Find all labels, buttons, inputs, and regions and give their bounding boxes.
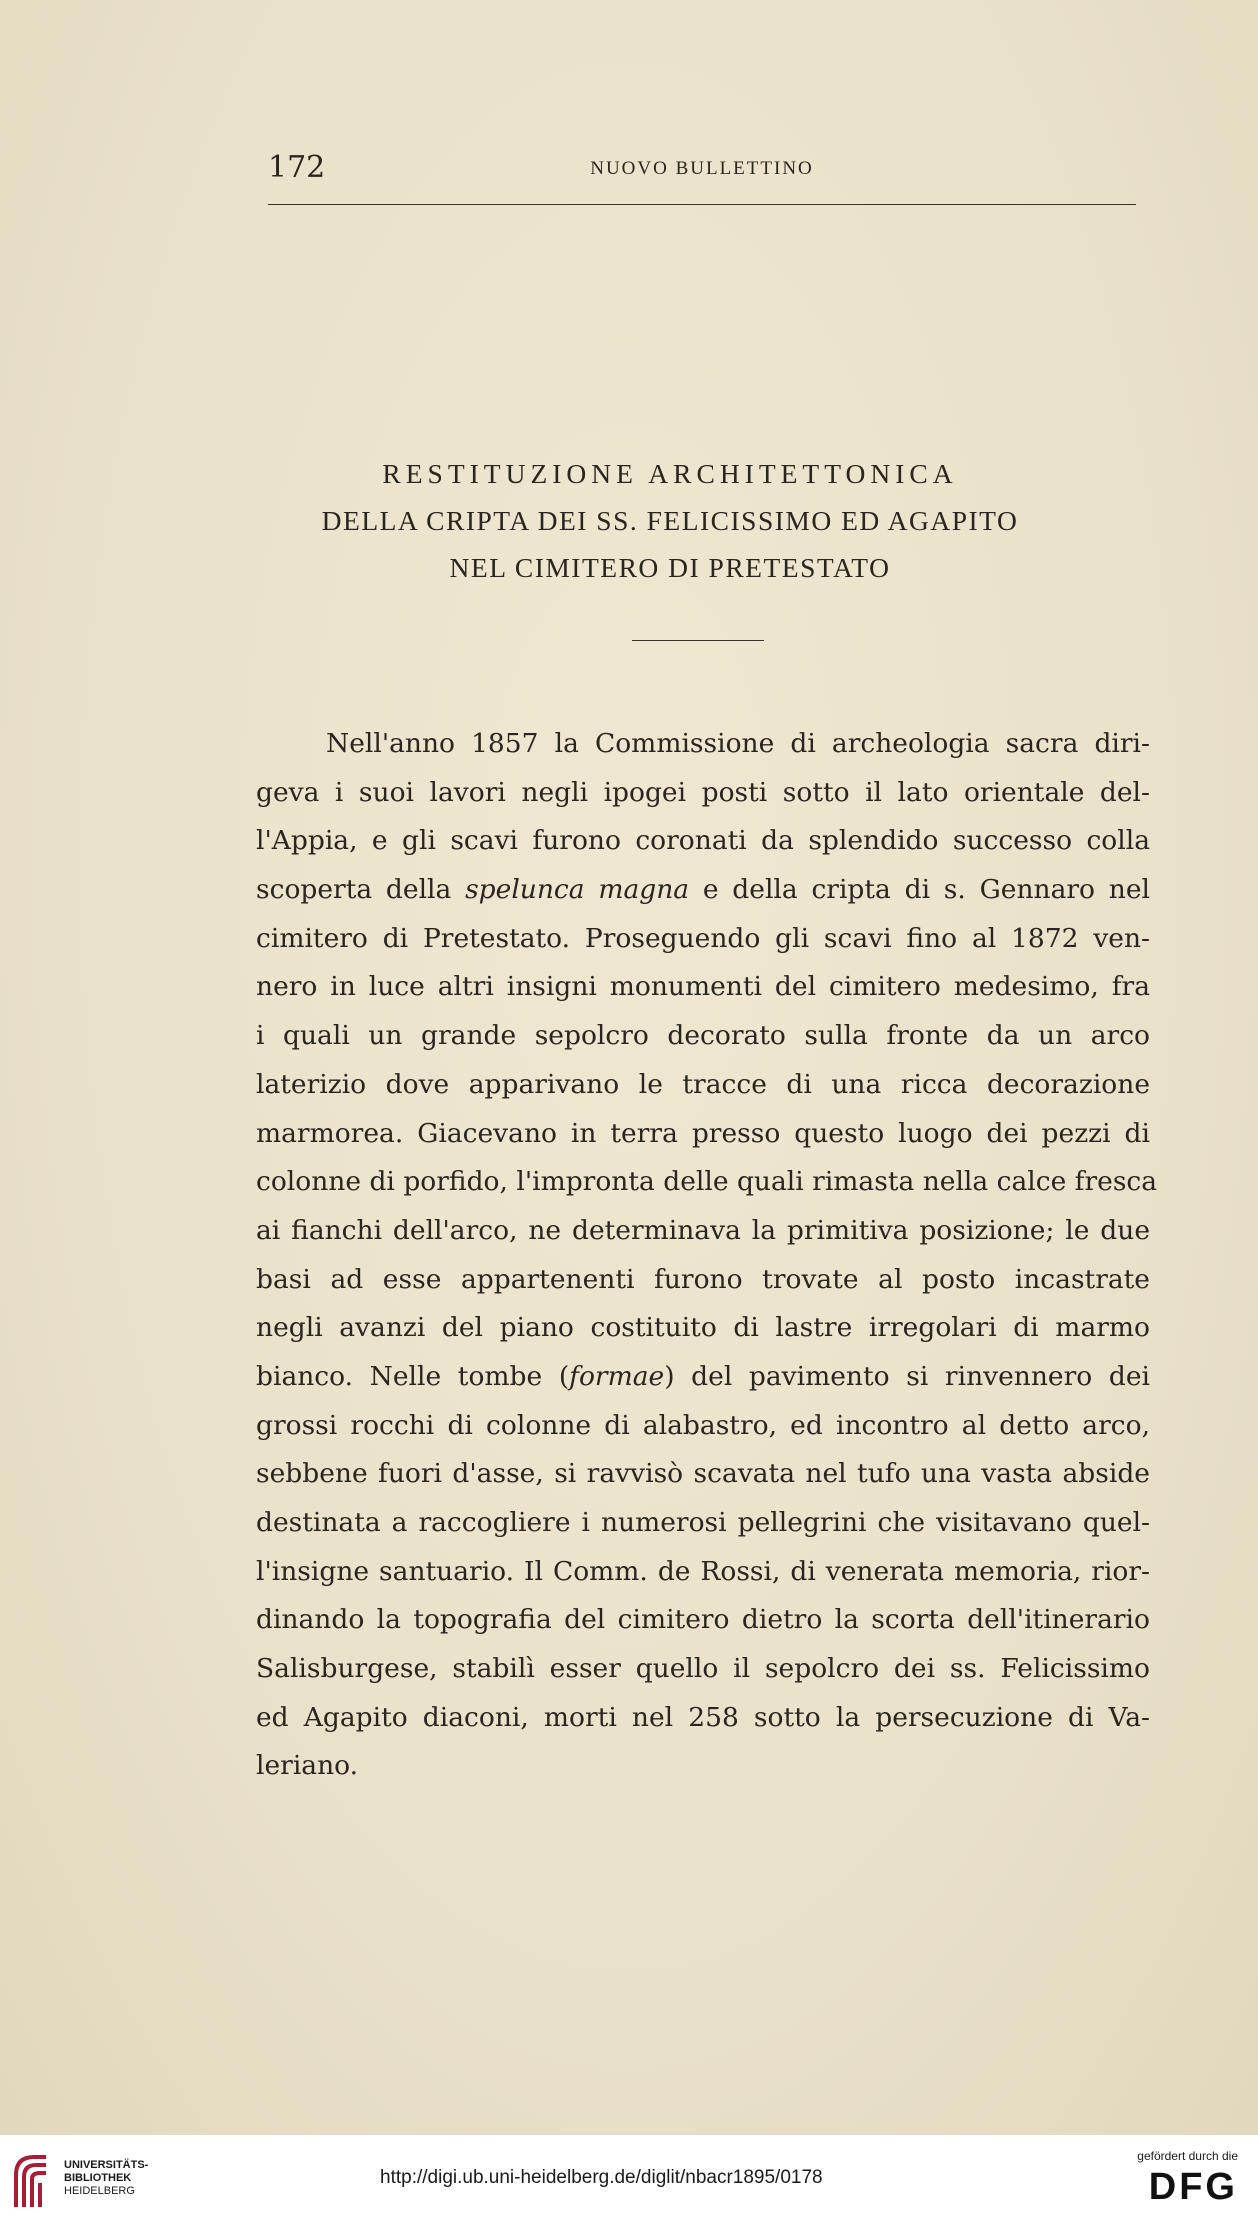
text-line: ed Agapito diaconi, morti nel 258 sotto la persecuzione di Va-	[256, 1701, 1150, 1733]
text-line: negli avanzi del piano costituito di lastre irregolari di marmo	[256, 1312, 1150, 1344]
text-line: dinando la topografia del cimitero dietro la scorta dell'itinerario	[256, 1604, 1150, 1636]
italic-term-spelunca-magna: spelunca magna	[465, 874, 690, 906]
body-paragraph	[256, 720, 1158, 1791]
text-line: i quali un grande sepolcro decorato sulla fronte da un arco	[256, 1020, 1150, 1052]
text-line: cimitero di Pretestato. Proseguendo gli scavi fino al 1872 ven-	[256, 922, 1150, 954]
library-name-line: UNIVERSITÄTS-	[64, 2159, 149, 2171]
library-logo-icon	[12, 2149, 52, 2213]
text-line: colonne di porfido, l'impronta delle quali rimasta nella calce fresca	[256, 1166, 1158, 1198]
text-segment: ) del pavimento si rinvennero dei	[664, 1360, 1150, 1392]
page-number: 172	[268, 150, 326, 185]
text-line: basi ad esse appartenenti furono trovate al posto incastrate	[256, 1263, 1150, 1295]
library-name-line: BIBLIOTHEK	[64, 2172, 132, 2184]
funding-logo[interactable]	[1108, 2149, 1238, 2219]
title-line-1: RESTITUZIONE ARCHITETTONICA	[382, 458, 958, 489]
text-line: leriano.	[256, 1750, 359, 1782]
text-line: laterizio dove apparivano le tracce di una ricca decorazione	[256, 1068, 1150, 1100]
text-segment: scoperta della	[256, 874, 466, 906]
text-line: grossi rocchi di colonne di alabastro, ed incontro al detto arco,	[256, 1409, 1150, 1441]
dfg-logo: DFG	[1148, 2166, 1238, 2208]
italic-term-formae: formae	[569, 1360, 665, 1392]
library-logo[interactable]	[12, 2149, 172, 2213]
library-name	[64, 2159, 148, 2198]
text-line: destinata a raccogliere i numerosi pellegrini che visitavano quel-	[256, 1507, 1150, 1538]
header-rule	[268, 204, 1136, 205]
article-title	[200, 450, 1140, 591]
text-line: l'insigne santuario. Il Comm. de Rossi, di venerata memoria, rior-	[256, 1555, 1150, 1587]
running-title: NUOVO BULLETTINO	[590, 158, 814, 179]
viewer-footer	[0, 2134, 1258, 2227]
text-segment: e della cripta di s. Gennaro nel	[689, 874, 1150, 906]
text-line: nero in luce altri insigni monumenti del cimitero medesimo, fra	[256, 971, 1150, 1003]
title-line-2: DELLA CRIPTA DEI SS. FELICISSIMO ED AGAPITO	[321, 505, 1019, 536]
text-line	[256, 1353, 1150, 1402]
text-segment: bianco. Nelle tombe (	[256, 1360, 570, 1392]
text-line: sebbene fuori d'asse, si ravvisò scavata nel tufo una vasta abside	[256, 1458, 1150, 1490]
library-name-line: HEIDELBERG	[64, 2185, 135, 2197]
text-line: ai fianchi dell'arco, ne determinava la primitiva posizione; le due	[256, 1214, 1150, 1246]
text-line: Salisburgese, stabilì esser quello il sepolcro dei ss. Felicissimo	[256, 1653, 1150, 1685]
text-line: marmorea. Giacevano in terra presso questo luogo dei pezzi di	[256, 1117, 1150, 1149]
text-line: Nell'anno 1857 la Commissione di archeologia sacra diri-	[326, 728, 1150, 759]
permalink-url[interactable]: http://digi.ub.uni-heidelberg.de/diglit/nbacr1895/0178	[380, 2167, 823, 2188]
text-line: geva i suoi lavori negli ipogei posti sotto il lato orientale del-	[256, 776, 1150, 808]
funding-caption: gefördert durch die	[1137, 2149, 1238, 2163]
text-line	[256, 866, 1150, 915]
title-separator-rule	[632, 640, 764, 641]
text-line: l'Appia, e gli scavi furono coronati da splendido successo colla	[256, 825, 1150, 857]
page-header	[268, 150, 1136, 186]
title-line-3: NEL CIMITERO DI PRETESTATO	[449, 552, 891, 583]
